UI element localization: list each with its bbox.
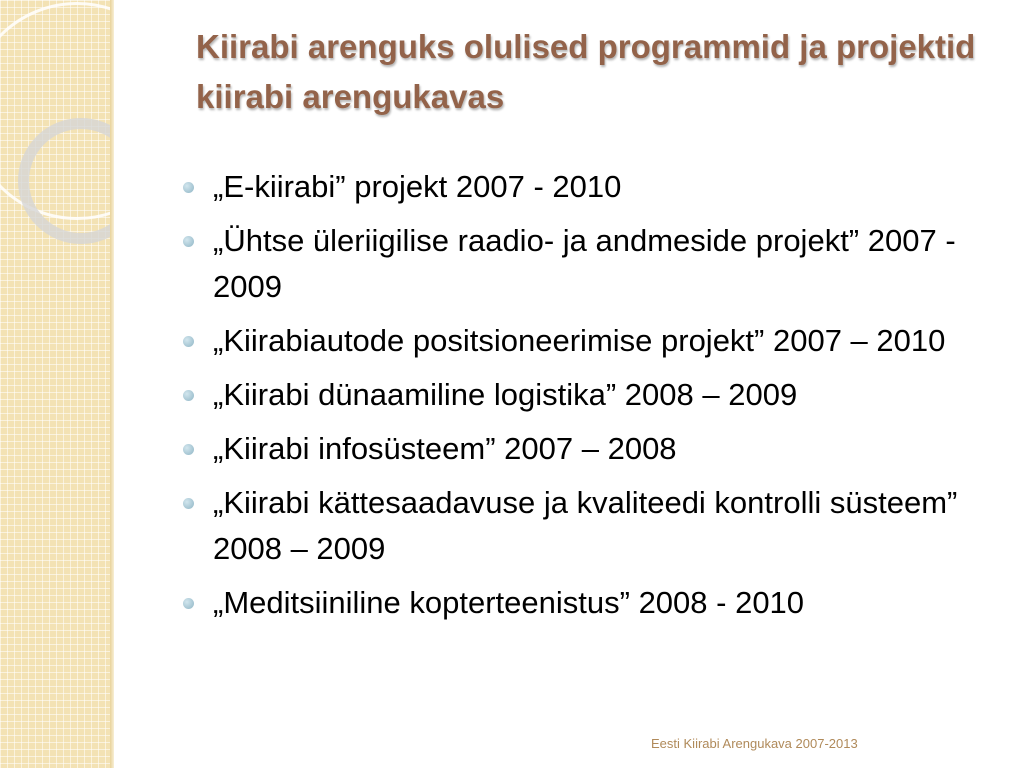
decorative-side-panel — [0, 0, 113, 768]
bullet-dot-icon — [183, 598, 194, 609]
bullet-dot-icon — [183, 182, 194, 193]
bullet-dot-icon — [183, 390, 194, 401]
bullet-text: „Kiirabi infosüsteem” 2007 – 2008 — [213, 431, 677, 466]
bullet-item — [180, 318, 1000, 364]
bullet-item — [180, 580, 1000, 626]
bullet-text: „Meditsiiniline kopterteenistus” 2008 - 2010 — [213, 585, 805, 620]
bullet-item — [180, 218, 1000, 310]
bullet-text: „Ühtse üleriigilise raadio- ja andmeside projekt” 2007 - 2009 — [213, 223, 956, 304]
bullet-item — [180, 480, 1000, 572]
bullet-dot-icon — [183, 236, 194, 247]
bullet-item — [180, 164, 1000, 210]
bullet-list — [180, 164, 1000, 634]
bullet-dot-icon — [183, 498, 194, 509]
bullet-text: „Kiirabi dünaamiline logistika” 2008 – 2009 — [213, 377, 798, 412]
slide-title: Kiirabi arenguks olulised programmid ja projektid kiirabi arengukavas — [196, 28, 976, 115]
slide-footer: Eesti Kiirabi Arengukava 2007-2013 — [651, 736, 858, 751]
bullet-text: „Kiirabiautode positsioneerimise projekt” 2007 – 2010 — [213, 323, 946, 358]
bullet-text: „E-kiirabi” projekt 2007 - 2010 — [213, 169, 622, 204]
bullet-dot-icon — [183, 336, 194, 347]
side-panel-edge — [110, 0, 114, 768]
bullet-item — [180, 372, 1000, 418]
bullet-text: „Kiirabi kättesaadavuse ja kvaliteedi kontrolli süsteem” 2008 – 2009 — [213, 485, 958, 566]
bullet-dot-icon — [183, 444, 194, 455]
bullet-item — [180, 426, 1000, 472]
